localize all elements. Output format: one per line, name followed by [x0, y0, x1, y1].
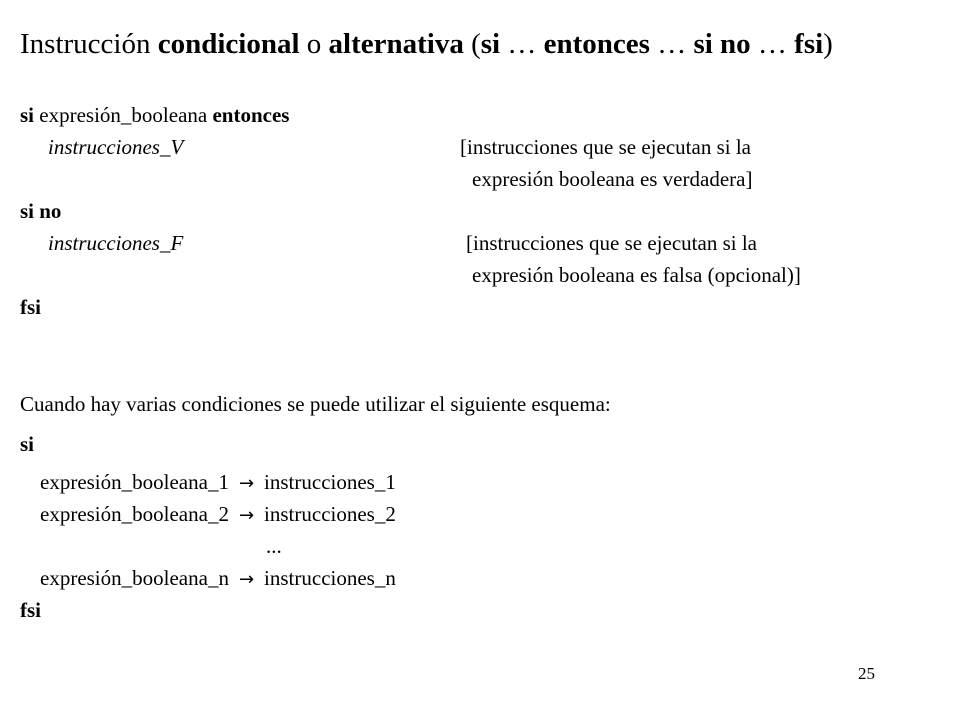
- title-keyword-condicional: condicional: [157, 28, 300, 60]
- keyword-si-no: si no: [20, 199, 62, 223]
- slide-title: [20, 28, 833, 61]
- keyword-si: si: [20, 103, 35, 127]
- keyword-entonces: entonces: [212, 103, 290, 127]
- title-text: …: [500, 28, 544, 60]
- multi-row-n: [40, 568, 396, 589]
- multi-row-1: [40, 472, 396, 493]
- title-keyword-si: si: [480, 28, 501, 60]
- keyword-fsi: fsi: [20, 295, 41, 319]
- condition: expresión_booleana_n: [40, 566, 229, 590]
- title-text: ): [823, 28, 833, 60]
- multi-intro: Cuando hay varias condiciones se puede utilizar el siguiente esquema:: [20, 392, 611, 416]
- multi-keyword-si: si: [20, 432, 35, 456]
- title-text: o: [299, 28, 329, 60]
- title-text: Instrucción: [20, 28, 158, 60]
- instructions: instrucciones_n: [264, 566, 396, 590]
- multi-keyword-fsi: fsi: [20, 598, 41, 622]
- title-text: …: [750, 28, 795, 60]
- comment-v-line1: [instrucciones que se ejecutan si la: [460, 135, 751, 159]
- title-keyword-fsi: fsi: [794, 28, 824, 60]
- syntax-line-si: [20, 105, 289, 126]
- condition: expresión_booleana_1: [40, 470, 229, 494]
- condition: expresión_booleana_2: [40, 502, 229, 526]
- title-text: (: [463, 28, 481, 60]
- multi-row-2: [40, 504, 396, 525]
- title-text: …: [649, 28, 694, 60]
- title-keyword-si-no: si no: [693, 28, 751, 60]
- right-arrow-icon: →: [238, 569, 255, 590]
- multi-ellipsis: ...: [266, 534, 282, 558]
- page-number: 25: [858, 664, 875, 683]
- comment-f-line2: expresión booleana es falsa (opcional)]: [472, 263, 801, 287]
- right-arrow-icon: →: [238, 473, 255, 494]
- comment-f-line1: [instrucciones que se ejecutan si la: [466, 231, 757, 255]
- title-keyword-entonces: entonces: [543, 28, 650, 60]
- right-arrow-icon: →: [238, 505, 255, 526]
- instructions-v: instrucciones_V: [48, 135, 184, 159]
- instructions: instrucciones_2: [264, 502, 396, 526]
- title-keyword-alternativa: alternativa: [328, 28, 464, 60]
- instructions: instrucciones_1: [264, 470, 396, 494]
- instructions-f: instrucciones_F: [48, 231, 184, 255]
- comment-v-line2: expresión booleana es verdadera]: [472, 167, 753, 191]
- expression-boolean: expresión_booleana: [34, 103, 213, 127]
